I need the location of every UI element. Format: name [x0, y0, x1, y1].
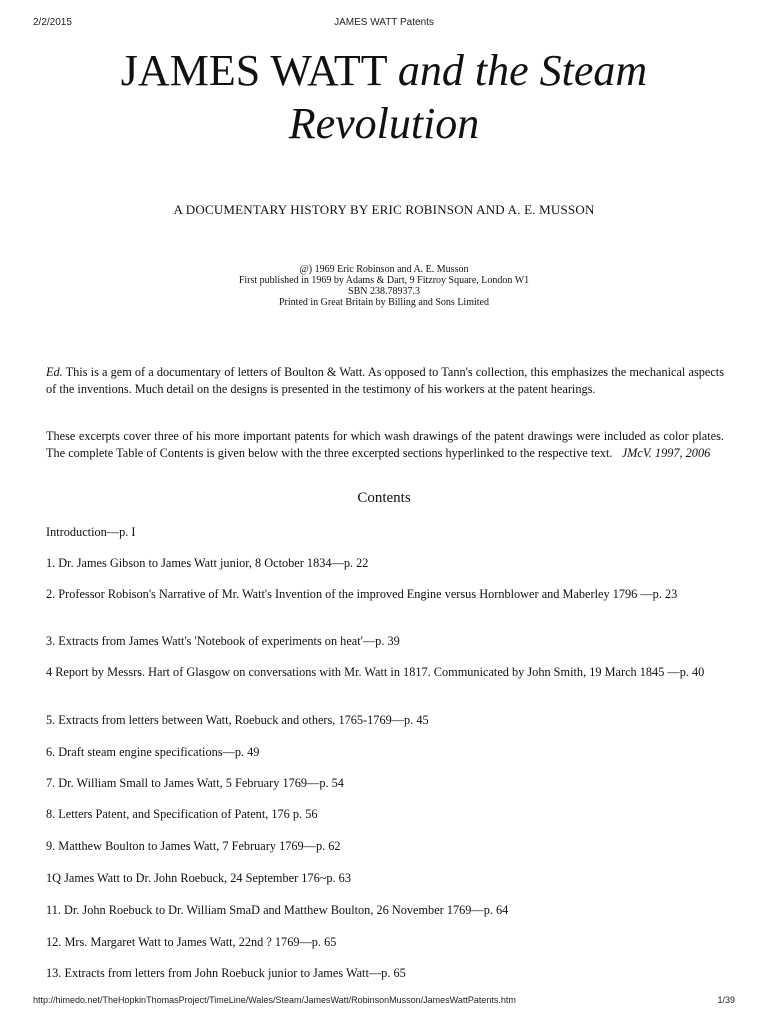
editor-signature: JMcV. 1997, 2006 [621, 446, 711, 460]
intro-text-1: This is a gem of a documentary of letters of Boulton & Watt. As opposed to Tann's collection, this emphasizes the mechanical aspects of the inventions. Much detail on the designs is presented in the testimony of his workers at the patent hearings. [46, 365, 724, 396]
toc-item: 11. Dr. John Roebuck to Dr. William SmaD and Matthew Boulton, 26 November 1769—p. 64 [46, 903, 509, 917]
intro-text-2: These excerpts cover three of his more important patents for which wash drawings of the patent drawings were included as color plates. The complete Table of Contents is given below with the three excerpted sections hyperlinked to the respective text. [46, 429, 724, 460]
toc-item: 6. Draft steam engine specifications—p. 49 [46, 745, 260, 759]
toc-item: 1Q James Watt to Dr. John Roebuck, 24 September 176~p. 63 [46, 871, 351, 885]
subtitle: A DOCUMENTARY HISTORY BY ERIC ROBINSON AND A. E. MUSSON [173, 202, 595, 217]
contents-heading: Contents [357, 490, 411, 506]
editor-mark: Ed. [46, 365, 63, 379]
print-header [33, 17, 735, 31]
toc-item: 13. Extracts from letters from John Roebuck junior to James Watt—p. 65 [46, 966, 406, 980]
toc-item: 1. Dr. James Gibson to James Watt junior, 8 October 1834—p. 22 [46, 556, 369, 570]
page-title [40, 44, 728, 150]
copyright-line: First published in 1969 by Adams & Dart, 9 Fitzroy Square, London W1 [238, 275, 530, 286]
copyright-block [40, 264, 728, 308]
toc-item: 2. Professor Robison's Narrative of Mr. Watt's Invention of the improved Engine versus Hornblower and Maberley 1796 —p. 23 [46, 587, 678, 601]
toc-item: 5. Extracts from letters between Watt, Roebuck and others, 1765-1769—p. 45 [46, 713, 429, 727]
toc-item: 4 Report by Messrs. Hart of Glasgow on conversations with Mr. Watt in 1817. Communicated by John Smith, 19 March 1845 —p. 40 [46, 665, 705, 679]
toc-item: Introduction—p. I [46, 525, 136, 539]
copyright-line: @) 1969 Eric Robinson and A. E. Musson [299, 264, 469, 275]
print-footer [33, 995, 735, 1009]
page-number: 1/39 [717, 995, 735, 1005]
title-part1: JAMES WATT [120, 46, 398, 95]
intro-paragraph-1 [46, 364, 724, 398]
toc-item: 7. Dr. William Small to James Watt, 5 February 1769—p. 54 [46, 776, 344, 790]
print-title: JAMES WATT Patents [334, 17, 434, 28]
toc-item: 9. Matthew Boulton to James Watt, 7 February 1769—p. 62 [46, 839, 341, 853]
page-url: http://himedo.net/TheHopkinThomasProject/TimeLine/Wales/Steam/JamesWatt/RobinsonMusson/JamesWattPatents.htm [33, 995, 516, 1005]
toc-item: 12. Mrs. Margaret Watt to James Watt, 22nd ? 1769—p. 65 [46, 935, 337, 949]
copyright-line: Printed in Great Britain by Billing and Sons Limited [279, 297, 489, 308]
title-part2: and the Steam Revolution [288, 46, 648, 148]
print-date: 2/2/2015 [33, 17, 72, 28]
toc-item: 8. Letters Patent, and Specification of Patent, 176 p. 56 [46, 807, 318, 821]
toc-item: 3. Extracts from James Watt's 'Notebook of experiments on heat'—p. 39 [46, 634, 400, 648]
intro-paragraph-2 [46, 428, 724, 462]
copyright-line: SBN 238.78937.3 [348, 286, 420, 297]
